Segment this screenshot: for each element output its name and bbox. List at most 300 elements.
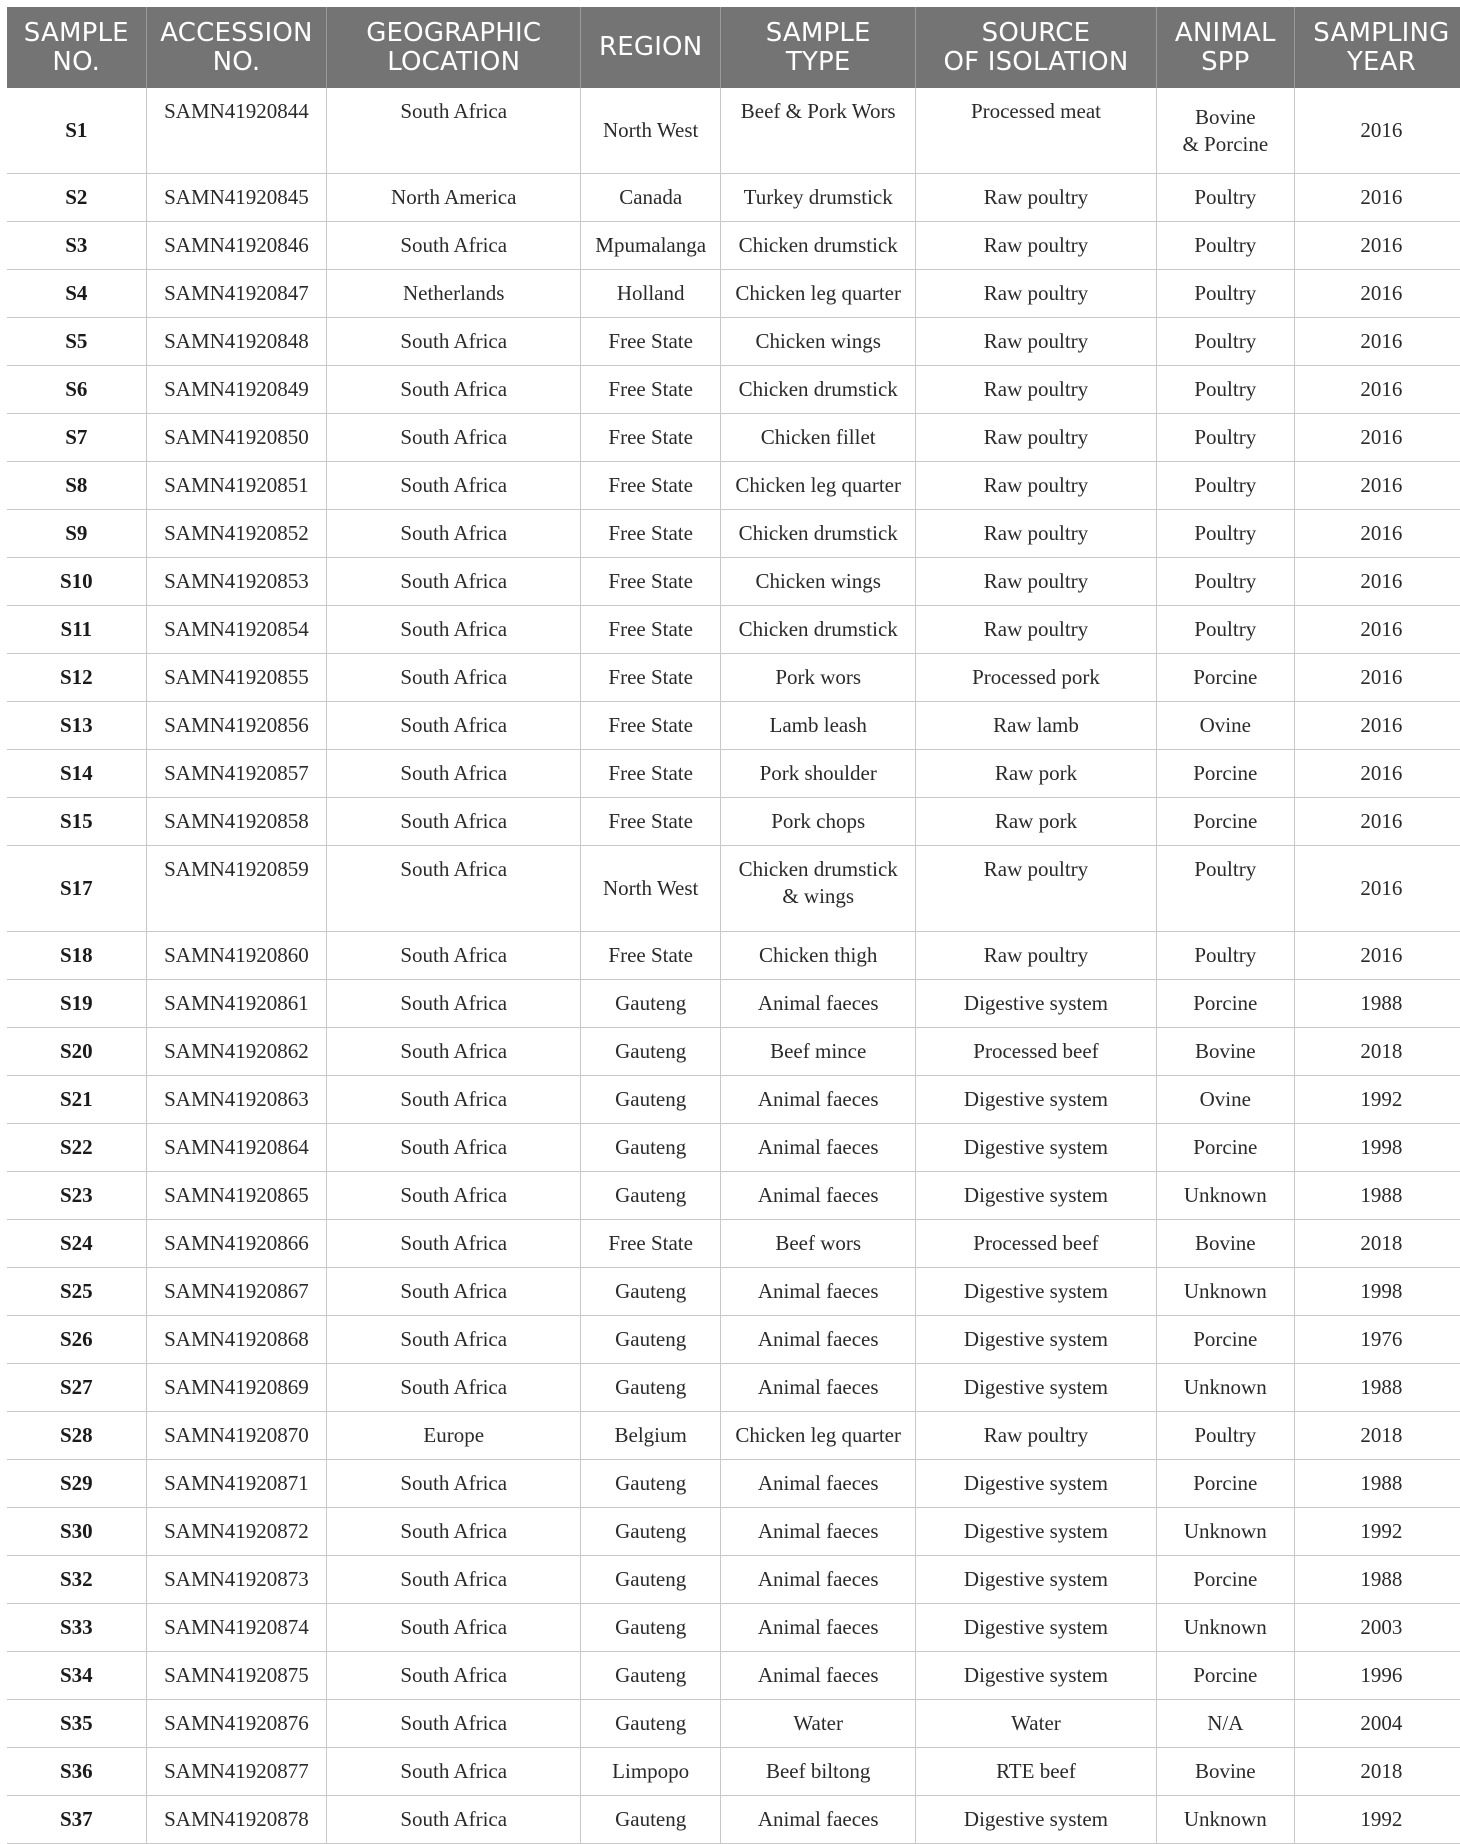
sampling-year-cell xyxy=(1294,1796,1460,1844)
accession-no-cell xyxy=(146,1268,327,1316)
geographic-location-cell xyxy=(327,1268,581,1316)
header-label-line: NO. xyxy=(52,46,101,77)
sampling-year-cell xyxy=(1294,980,1460,1028)
animal-spp-cell xyxy=(1156,174,1294,222)
table-header xyxy=(7,7,1460,88)
sample-type-cell xyxy=(721,1172,916,1220)
cell-text: 2016 xyxy=(1360,761,1403,785)
sampling-year-cell xyxy=(1294,1460,1460,1508)
cell-text: Unknown xyxy=(1183,1279,1267,1303)
cell-text: S37 xyxy=(59,1807,93,1831)
cell-text: 2018 xyxy=(1360,1231,1403,1255)
region-cell xyxy=(581,702,721,750)
table-row xyxy=(7,414,1460,462)
accession-no-cell xyxy=(146,222,327,270)
accession-no-cell xyxy=(146,750,327,798)
header-label-line: OF ISOLATION xyxy=(943,46,1129,77)
cell-text: 1988 xyxy=(1360,1567,1403,1591)
cell-text: Free State xyxy=(608,1231,693,1255)
source-of-isolation-cell xyxy=(916,1796,1157,1844)
animal-spp-cell xyxy=(1156,980,1294,1028)
sampling-year-cell xyxy=(1294,1076,1460,1124)
region-cell xyxy=(581,414,721,462)
table-row xyxy=(7,558,1460,606)
geographic-location-cell xyxy=(327,174,581,222)
cell-text: Raw poultry xyxy=(983,473,1089,497)
table-row xyxy=(7,1604,1460,1652)
cell-text: Chicken wings xyxy=(755,329,881,353)
sampling-year-cell xyxy=(1294,270,1460,318)
sampling-year-cell xyxy=(1294,1700,1460,1748)
cell-text: 2016 xyxy=(1360,713,1403,737)
source-of-isolation-cell xyxy=(916,846,1157,932)
sample-no-cell xyxy=(7,702,146,750)
header-sample-type xyxy=(721,7,916,88)
cell-text: SAMN41920875 xyxy=(164,1663,309,1687)
sample-type-cell xyxy=(721,558,916,606)
cell-text: S9 xyxy=(65,521,88,545)
cell-text: 2016 xyxy=(1360,185,1403,209)
accession-no-cell xyxy=(146,846,327,932)
cell-text: Porcine xyxy=(1193,761,1258,785)
cell-text: Animal faeces xyxy=(757,1807,879,1831)
source-of-isolation-cell xyxy=(916,1268,1157,1316)
table-row xyxy=(7,366,1460,414)
geographic-location-cell xyxy=(327,980,581,1028)
cell-text: Poultry xyxy=(1194,617,1257,641)
cell-text: Digestive system xyxy=(963,1279,1108,1303)
cell-text: Gauteng xyxy=(615,1279,687,1303)
sample-no-cell xyxy=(7,174,146,222)
geographic-location-cell xyxy=(327,606,581,654)
cell-text: Chicken leg quarter xyxy=(735,281,901,305)
source-of-isolation-cell xyxy=(916,270,1157,318)
animal-spp-cell xyxy=(1156,932,1294,980)
sample-type-cell xyxy=(721,1652,916,1700)
sample-no-cell xyxy=(7,1076,146,1124)
sample-no-cell xyxy=(7,606,146,654)
cell-text: Poultry xyxy=(1194,233,1257,257)
source-of-isolation-cell xyxy=(916,1508,1157,1556)
animal-spp-cell xyxy=(1156,750,1294,798)
cell-text: S6 xyxy=(65,377,88,401)
region-cell xyxy=(581,1124,721,1172)
cell-text: Digestive system xyxy=(963,1135,1108,1159)
cell-text: Chicken drumstick xyxy=(738,233,898,257)
table-row xyxy=(7,932,1460,980)
animal-spp-cell xyxy=(1156,558,1294,606)
cell-text: SAMN41920871 xyxy=(164,1471,309,1495)
sample-type-cell xyxy=(721,1460,916,1508)
cell-text: RTE beef xyxy=(996,1759,1076,1783)
sample-type-cell xyxy=(721,606,916,654)
cell-text: Animal faeces xyxy=(757,1567,879,1591)
cell-text: Poultry xyxy=(1194,473,1257,497)
sample-no-cell xyxy=(7,932,146,980)
cell-text: S22 xyxy=(59,1135,93,1159)
cell-text: Gauteng xyxy=(615,1375,687,1399)
cell-text: Unknown xyxy=(1183,1615,1267,1639)
cell-text: Processed meat xyxy=(970,99,1101,123)
accession-no-cell xyxy=(146,932,327,980)
sample-no-cell xyxy=(7,462,146,510)
sample-no-cell xyxy=(7,510,146,558)
region-cell xyxy=(581,1460,721,1508)
animal-spp-cell xyxy=(1156,1172,1294,1220)
cell-text: South Africa xyxy=(400,99,508,123)
header-animal-spp xyxy=(1156,7,1294,88)
accession-no-cell xyxy=(146,1700,327,1748)
cell-text: SAMN41920852 xyxy=(164,521,309,545)
accession-no-cell xyxy=(146,366,327,414)
sampling-year-cell xyxy=(1294,1652,1460,1700)
cell-text: SAMN41920848 xyxy=(164,329,309,353)
sample-no-cell xyxy=(7,654,146,702)
cell-text: Raw poultry xyxy=(983,329,1089,353)
cell-text: Raw poultry xyxy=(983,943,1089,967)
sample-no-cell xyxy=(7,1364,146,1412)
cell-text: Porcine xyxy=(1193,1327,1258,1351)
cell-text: Digestive system xyxy=(963,1519,1108,1543)
cell-text: Chicken drumstick xyxy=(738,521,898,545)
sampling-year-cell xyxy=(1294,1364,1460,1412)
sample-no-cell xyxy=(7,1268,146,1316)
cell-text: Free State xyxy=(608,809,693,833)
cell-text: Gauteng xyxy=(615,1615,687,1639)
sample-type-cell xyxy=(721,932,916,980)
header-row xyxy=(7,7,1460,88)
sampling-year-cell xyxy=(1294,1028,1460,1076)
cell-text: SAMN41920865 xyxy=(164,1183,309,1207)
region-cell xyxy=(581,932,721,980)
table-row xyxy=(7,1412,1460,1460)
header-accession-no xyxy=(146,7,327,88)
region-cell xyxy=(581,1316,721,1364)
region-cell xyxy=(581,1700,721,1748)
header-sample-no xyxy=(7,7,146,88)
cell-text: 2004 xyxy=(1360,1711,1403,1735)
cell-text: Digestive system xyxy=(963,1567,1108,1591)
source-of-isolation-cell xyxy=(916,174,1157,222)
source-of-isolation-cell xyxy=(916,1652,1157,1700)
cell-text: South Africa xyxy=(400,713,508,737)
animal-spp-cell xyxy=(1156,222,1294,270)
cell-text: Free State xyxy=(608,329,693,353)
table-row xyxy=(7,462,1460,510)
animal-spp-cell xyxy=(1156,1412,1294,1460)
source-of-isolation-cell xyxy=(916,510,1157,558)
animal-spp-cell xyxy=(1156,1220,1294,1268)
cell-text: S12 xyxy=(59,665,93,689)
cell-text: South Africa xyxy=(400,617,508,641)
sample-type-cell xyxy=(721,318,916,366)
cell-text: 1988 xyxy=(1360,991,1403,1015)
sampling-year-cell xyxy=(1294,1508,1460,1556)
cell-text: Canada xyxy=(619,185,683,209)
geographic-location-cell xyxy=(327,654,581,702)
sampling-year-cell xyxy=(1294,222,1460,270)
accession-no-cell xyxy=(146,1364,327,1412)
geographic-location-cell xyxy=(327,1316,581,1364)
animal-spp-cell xyxy=(1156,1604,1294,1652)
cell-text: South Africa xyxy=(400,1375,508,1399)
cell-text: SAMN41920870 xyxy=(164,1423,309,1447)
cell-text: Poultry xyxy=(1194,1423,1257,1447)
region-cell xyxy=(581,88,721,174)
geographic-location-cell xyxy=(327,1604,581,1652)
cell-text: Limpopo xyxy=(612,1759,690,1783)
cell-text: Bovine xyxy=(1194,1039,1256,1063)
cell-text: Gauteng xyxy=(615,1567,687,1591)
cell-text: SAMN41920862 xyxy=(164,1039,309,1063)
sample-type-cell xyxy=(721,1316,916,1364)
cell-text: SAMN41920861 xyxy=(164,991,309,1015)
cell-text: S7 xyxy=(65,425,88,449)
sample-type-cell xyxy=(721,846,916,932)
cell-text: South Africa xyxy=(400,569,508,593)
sampling-year-cell xyxy=(1294,1556,1460,1604)
cell-text: 2018 xyxy=(1360,1423,1403,1447)
cell-text: Pork shoulder xyxy=(759,761,877,785)
accession-no-cell xyxy=(146,558,327,606)
sample-type-cell xyxy=(721,702,916,750)
cell-text: Animal faeces xyxy=(757,991,879,1015)
region-cell xyxy=(581,980,721,1028)
geographic-location-cell xyxy=(327,932,581,980)
cell-text: South Africa xyxy=(400,1231,508,1255)
cell-text: Gauteng xyxy=(615,1471,687,1495)
animal-spp-cell xyxy=(1156,414,1294,462)
cell-text: North America xyxy=(391,185,517,209)
geographic-location-cell xyxy=(327,1508,581,1556)
accession-no-cell xyxy=(146,1508,327,1556)
sample-type-cell xyxy=(721,1748,916,1796)
cell-text: South Africa xyxy=(400,991,508,1015)
accession-no-cell xyxy=(146,1748,327,1796)
region-cell xyxy=(581,1028,721,1076)
animal-spp-cell xyxy=(1156,1748,1294,1796)
cell-text: Europe xyxy=(423,1423,485,1447)
cell-text: Digestive system xyxy=(963,991,1108,1015)
cell-text: Porcine xyxy=(1193,991,1258,1015)
header-label-line: LOCATION xyxy=(387,46,521,77)
source-of-isolation-cell xyxy=(916,414,1157,462)
accession-no-cell xyxy=(146,1220,327,1268)
cell-text: Unknown xyxy=(1183,1183,1267,1207)
cell-text: 2016 xyxy=(1360,569,1403,593)
accession-no-cell xyxy=(146,1028,327,1076)
cell-text: Chicken leg quarter xyxy=(735,1423,901,1447)
cell-text: Raw poultry xyxy=(983,281,1089,305)
cell-text: Raw lamb xyxy=(993,713,1079,737)
source-of-isolation-cell xyxy=(916,366,1157,414)
table-row xyxy=(7,1028,1460,1076)
header-label-line: YEAR xyxy=(1346,46,1416,77)
cell-text: Free State xyxy=(608,377,693,401)
accession-no-cell xyxy=(146,1172,327,1220)
animal-spp-cell xyxy=(1156,1268,1294,1316)
table-row xyxy=(7,606,1460,654)
sample-no-cell xyxy=(7,1700,146,1748)
cell-text: Gauteng xyxy=(615,1711,687,1735)
geographic-location-cell xyxy=(327,1748,581,1796)
table-row xyxy=(7,318,1460,366)
geographic-location-cell xyxy=(327,1172,581,1220)
cell-text: S19 xyxy=(59,991,93,1015)
cell-text: Gauteng xyxy=(615,1327,687,1351)
cell-text: SAMN41920857 xyxy=(164,761,309,785)
source-of-isolation-cell xyxy=(916,1748,1157,1796)
animal-spp-cell xyxy=(1156,606,1294,654)
geographic-location-cell xyxy=(327,366,581,414)
source-of-isolation-cell xyxy=(916,318,1157,366)
sampling-year-cell xyxy=(1294,462,1460,510)
geographic-location-cell xyxy=(327,558,581,606)
animal-spp-cell xyxy=(1156,702,1294,750)
cell-text: S18 xyxy=(59,943,93,967)
region-cell xyxy=(581,462,721,510)
cell-text: Digestive system xyxy=(963,1807,1108,1831)
cell-text: South Africa xyxy=(400,1327,508,1351)
cell-text: Bovine xyxy=(1194,1231,1256,1255)
sample-type-cell xyxy=(721,1796,916,1844)
cell-text: SAMN41920845 xyxy=(164,185,309,209)
cell-text: Beef mince xyxy=(770,1039,867,1063)
cell-text: South Africa xyxy=(400,1279,508,1303)
table-row xyxy=(7,222,1460,270)
cell-text: SAMN41920859 xyxy=(164,857,309,881)
geographic-location-cell xyxy=(327,1076,581,1124)
cell-text: S30 xyxy=(59,1519,93,1543)
sample-type-cell xyxy=(721,654,916,702)
cell-text: SAMN41920851 xyxy=(164,473,309,497)
table-row xyxy=(7,702,1460,750)
geographic-location-cell xyxy=(327,702,581,750)
source-of-isolation-cell xyxy=(916,1028,1157,1076)
cell-text: 1988 xyxy=(1360,1183,1403,1207)
cell-text: Bovine xyxy=(1194,104,1256,129)
cell-text: 1992 xyxy=(1360,1807,1403,1831)
animal-spp-cell xyxy=(1156,1124,1294,1172)
cell-text: Animal faeces xyxy=(757,1519,879,1543)
cell-text: S3 xyxy=(65,233,88,257)
sample-type-cell xyxy=(721,750,916,798)
animal-spp-cell xyxy=(1156,846,1294,932)
accession-no-cell xyxy=(146,980,327,1028)
cell-text: S34 xyxy=(59,1663,93,1687)
geographic-location-cell xyxy=(327,750,581,798)
source-of-isolation-cell xyxy=(916,1172,1157,1220)
cell-text: S8 xyxy=(65,473,88,497)
table-row xyxy=(7,980,1460,1028)
cell-text: S32 xyxy=(59,1567,93,1591)
cell-text: South Africa xyxy=(400,233,508,257)
geographic-location-cell xyxy=(327,222,581,270)
cell-text: SAMN41920855 xyxy=(164,665,309,689)
cell-text: 1998 xyxy=(1360,1279,1403,1303)
cell-text: S24 xyxy=(59,1231,93,1255)
cell-text: S14 xyxy=(59,761,93,785)
table-row xyxy=(7,1268,1460,1316)
sample-no-cell xyxy=(7,846,146,932)
cell-text: South Africa xyxy=(400,1663,508,1687)
accession-no-cell xyxy=(146,1556,327,1604)
region-cell xyxy=(581,654,721,702)
accession-no-cell xyxy=(146,414,327,462)
cell-text: Unknown xyxy=(1183,1807,1267,1831)
cell-text: Free State xyxy=(608,569,693,593)
cell-text: S36 xyxy=(59,1759,93,1783)
cell-text: South Africa xyxy=(400,943,508,967)
cell-text: SAMN41920858 xyxy=(164,809,309,833)
cell-text: SAMN41920856 xyxy=(164,713,309,737)
sampling-year-cell xyxy=(1294,1220,1460,1268)
region-cell xyxy=(581,366,721,414)
animal-spp-cell xyxy=(1156,318,1294,366)
region-cell xyxy=(581,558,721,606)
table-row xyxy=(7,1076,1460,1124)
animal-spp-cell xyxy=(1156,510,1294,558)
region-cell xyxy=(581,1220,721,1268)
cell-text: 1992 xyxy=(1360,1087,1403,1111)
region-cell xyxy=(581,1076,721,1124)
cell-text: S2 xyxy=(65,185,88,209)
cell-text: Ovine xyxy=(1199,1087,1251,1111)
sample-no-cell xyxy=(7,750,146,798)
cell-text: S1 xyxy=(65,118,88,142)
sampling-year-cell xyxy=(1294,750,1460,798)
cell-text: Chicken wings xyxy=(755,569,881,593)
sample-table xyxy=(7,7,1460,1844)
cell-text: 2016 xyxy=(1360,521,1403,545)
sampling-year-cell xyxy=(1294,798,1460,846)
sample-no-cell xyxy=(7,558,146,606)
cell-text: Poultry xyxy=(1194,281,1257,305)
source-of-isolation-cell xyxy=(916,1076,1157,1124)
cell-text: Belgium xyxy=(614,1423,687,1447)
header-label-line: GEOGRAPHIC xyxy=(366,17,542,48)
cell-text: SAMN41920864 xyxy=(164,1135,309,1159)
header-source-of-isolation xyxy=(916,7,1157,88)
cell-text: 2016 xyxy=(1360,665,1403,689)
source-of-isolation-cell xyxy=(916,1412,1157,1460)
sampling-year-cell xyxy=(1294,558,1460,606)
cell-text: S27 xyxy=(59,1375,93,1399)
table-row xyxy=(7,1172,1460,1220)
region-cell xyxy=(581,1652,721,1700)
table-row xyxy=(7,510,1460,558)
region-cell xyxy=(581,1796,721,1844)
geographic-location-cell xyxy=(327,1796,581,1844)
region-cell xyxy=(581,750,721,798)
cell-text: South Africa xyxy=(400,665,508,689)
cell-text: Porcine xyxy=(1193,1663,1258,1687)
cell-text: Beef biltong xyxy=(765,1759,871,1783)
cell-text: Gauteng xyxy=(615,1183,687,1207)
cell-text: Poultry xyxy=(1194,521,1257,545)
cell-text: Digestive system xyxy=(963,1087,1108,1111)
table-row xyxy=(7,1220,1460,1268)
cell-text: S5 xyxy=(65,329,88,353)
cell-text: & wings xyxy=(782,884,855,908)
cell-text: Free State xyxy=(608,761,693,785)
sampling-year-cell xyxy=(1294,1412,1460,1460)
header-sampling-year xyxy=(1294,7,1460,88)
cell-text: Gauteng xyxy=(615,1135,687,1159)
cell-text: Free State xyxy=(608,665,693,689)
cell-text: Digestive system xyxy=(963,1471,1108,1495)
source-of-isolation-cell xyxy=(916,1604,1157,1652)
